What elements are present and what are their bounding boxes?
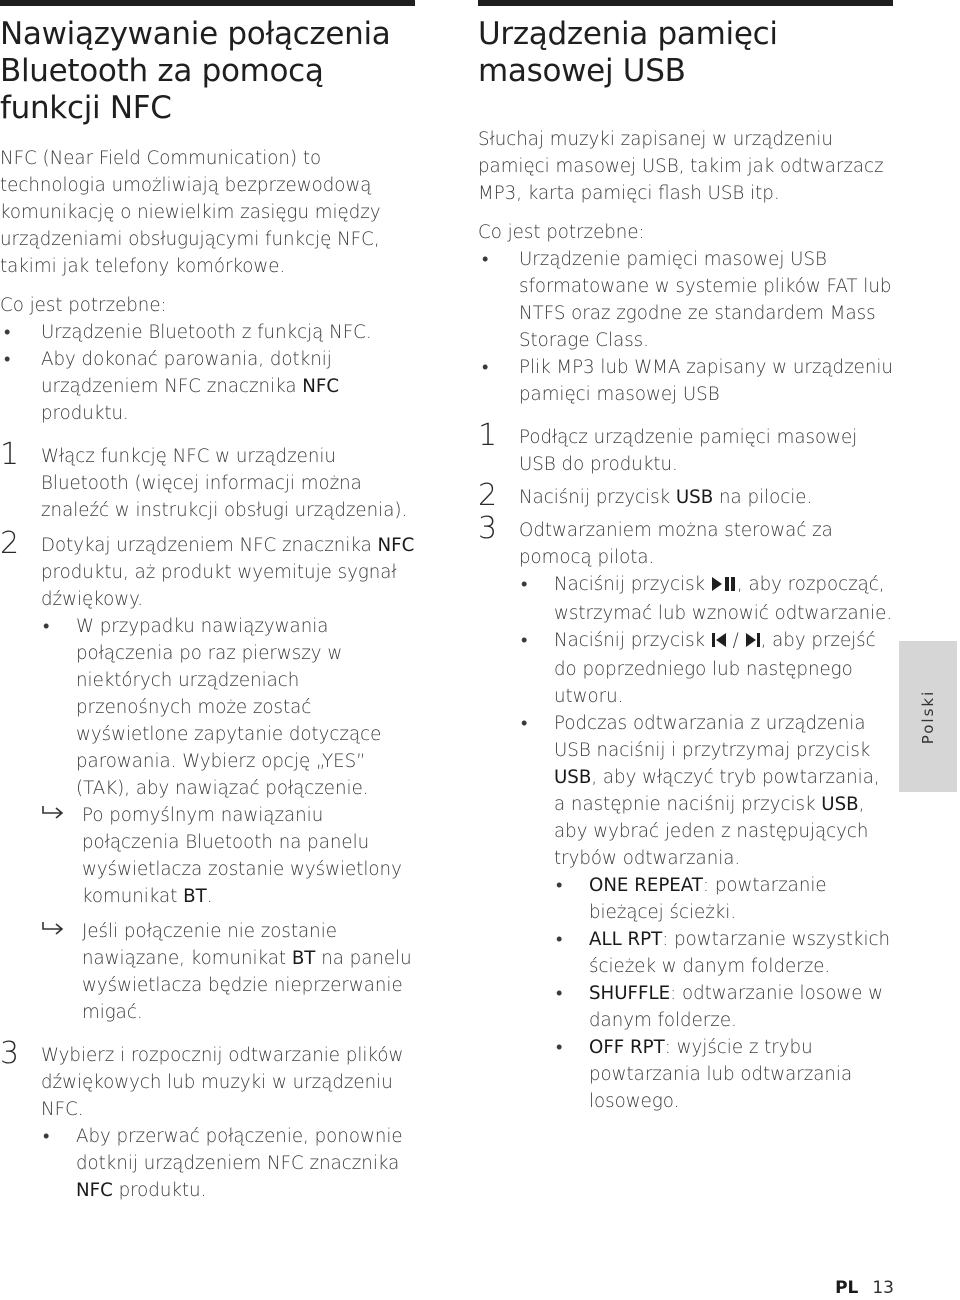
list-item: • Podczas odtwarzania z urządzenia USB naciśnij i przytrzymaj przycisk USB, aby włączyć tryb powtarzania, a następnie naciśnij przycisk USB, aby wybrać jeden z następujących trybów odtwarzania. • ONE REPEAT: powtarzanie bieżącej ścieżki. • ALL RPT: powtarzanie wszystkich ścieżek w danym folderze. • SHUFFLE: odtwarzanie losowe w danym folderze. • OFF RPT: wyjście z trybu powtarzania lub odtwarzania losowego. [519,710,893,1115]
usb-requirements-list [478,246,893,408]
usb-step-2: 2 Naciśnij przycisk USB na pilocie. [478,478,813,513]
page-footer [835,1278,894,1298]
language-side-tab [899,641,957,792]
usb-button-term: USB [554,767,592,788]
bt-indicator-term: BT [291,948,316,969]
step-number: 3 [0,1036,20,1071]
nfc-step-2: 2 Dotykaj urządzeniem NFC znacznika NFC produktu, aż produkt wyemituje sygnał dźwiękowy. • W przypadku nawiązywania połączenia po raz pierwszy w niektórych urządzeniach przenośnych może zostać wyświetlone zapytanie dotyczące parowania. Wybierz opcję „YES” (TAK), aby nawiązać połączenie. Po pomyślnym nawiązaniu połączenia Bluetooth na panelu wyświetlacza zostanie wyświetlony komunikat BT. Jeśli połączenie nie zostanie nawiązane, komunikat BT na panelu wyświetlacza będzie nieprzerwanie migać. [0,532,415,1026]
language-label: Polski [919,689,937,744]
play-pause-icon [711,573,737,600]
list-item: • SHUFFLE: odtwarzanie losowe w danym folderze. [554,980,893,1034]
list-item: • Aby dokonać parowania, dotknij urządzeniem NFC znacznika NFC produktu. [0,346,415,427]
repeat-modes-list [554,872,893,1115]
usb-intro: Słuchaj muzyki zapisanej w urządzeniu pamięci masowej USB, takim jak odtwarzacz MP3, karta pamięci flash USB itp. [478,129,884,204]
step-number: 1 [0,437,20,472]
nfc-requirements-list [0,319,415,427]
usb-requirements-heading: Co jest potrzebne: [478,222,645,243]
list-item: • W przypadku nawiązywania połączenia po raz pierwszy w niektórych urządzeniach przenośnych może zostać wyświetlone zapytanie dotyczące parowania. Wybierz opcję „YES” (TAK), aby nawiązać połączenie. [41,613,415,802]
list-item: • Aby przerwać połączenie, ponownie dotknij urządzeniem NFC znacznika NFC produktu. [41,1123,415,1204]
right-column [478,0,893,1115]
result-item: Po pomyślnym nawiązaniu połączenia Bluetooth na panelu wyświetlacza zostanie wyświetlony komunikat BT. [41,802,415,910]
mode-term: ONE REPEAT [589,875,703,896]
section-title-nfc: Nawiązywanie połączenia Bluetooth za pomocą funkcji NFC [0,16,391,126]
section-rule [478,0,893,6]
left-column [0,0,415,1204]
nfc-tag-term: NFC [302,376,340,397]
mode-term: ALL RPT [589,929,663,950]
usb-button-term: USB [821,794,859,815]
nfc-tag-term: NFC [76,1180,113,1201]
list-item: • Urządzenie Bluetooth z funkcją NFC. [0,319,415,346]
next-track-icon [745,629,761,656]
footer-language-code: PL [835,1278,859,1298]
step-number: 1 [478,418,498,453]
usb-button-term: USB [675,487,714,508]
usb-step-1: 1 Podłącz urządzenie pamięci masowej USB do produktu. [478,418,858,475]
section-title-usb: Urządzenia pamięci masowej USB [478,16,778,89]
mode-term: OFF RPT [589,1037,665,1058]
step-number: 2 [0,526,20,561]
page-number: 13 [872,1278,894,1298]
result-arrow-icon [41,802,67,829]
list-item: • Naciśnij przycisk / , aby przejść do poprzedniego lub następnego utworu. [519,627,893,710]
result-arrow-icon [41,918,67,945]
result-item: Jeśli połączenie nie zostanie nawiązane, komunikat BT na panelu wyświetlacza będzie nieprzerwanie migać. [41,918,415,1026]
usb-step-3-controls [519,571,893,1115]
step-number: 3 [478,511,498,546]
nfc-intro: NFC (Near Field Communication) to technologia umożliwiają bezprzewodową komunikację o niewielkim zasięgu między urządzeniami obsługującymi funkcję NFC, takimi jak telefony komórkowe. [0,148,381,277]
list-item: • ALL RPT: powtarzanie wszystkich ścieżek w danym folderze. [554,926,893,980]
list-item: • ONE REPEAT: powtarzanie bieżącej ścieżki. [554,872,893,926]
nfc-requirements-heading: Co jest potrzebne: [0,295,167,316]
step-number: 2 [478,478,498,513]
section-rule [0,0,415,6]
list-item: • Plik MP3 lub WMA zapisany w urządzeniu pamięci masowej USB [478,354,893,408]
list-item: • Urządzenie pamięci masowej USB sformatowane w systemie plików FAT lub NTFS oraz zgodne ze standardem Mass Storage Class. [478,246,893,354]
nfc-step-3-notes [41,1123,415,1204]
list-item: • OFF RPT: wyjście z trybu powtarzania lub odtwarzania losowego. [554,1034,893,1115]
mode-term: SHUFFLE [589,983,671,1004]
list-item: • Naciśnij przycisk , aby rozpocząć, wstrzymać lub wznowić odtwarzanie. [519,571,893,627]
bt-indicator-term: BT [183,886,207,907]
usb-step-3: 3 Odtwarzaniem można sterować za pomocą pilota. • Naciśnij przycisk , aby rozpocząć, wstrzymać lub wznowić odtwarzanie. • Naciśnij przycisk / , aby przejść do poprzedniego lub następnego utworu. • Podczas odtwarzania z urządzenia USB naciśnij i przytrzymaj przycisk USB, aby włączyć tryb powtarzania, a następnie naciśnij przycisk USB, aby wybrać jeden z następujących trybów odtwarzania. • ONE REPEAT: powtarzanie bieżącej ścieżki. • ALL RPT: powtarzanie wszystkich ścieżek w danym folderze. • SHUFFLE: odtwarzanie losowe w danym folderze. • OFF RPT: wyjście z trybu powtarzania lub odtwarzania losowego. [478,517,893,1115]
nfc-step-2-notes [41,613,415,1026]
previous-track-icon [711,629,727,656]
nfc-step-1: 1 Włącz funkcję NFC w urządzeniu Bluetooth (więcej informacji można znaleźć w instrukcji obsługi urządzenia). [0,437,408,521]
nfc-step-3: 3 Wybierz i rozpocznij odtwarzanie plików dźwiękowych lub muzyki w urządzeniu NFC. • Aby przerwać połączenie, ponownie dotknij urządzeniem NFC znacznika NFC produktu. [0,1042,415,1204]
nfc-tag-term: NFC [377,535,415,556]
